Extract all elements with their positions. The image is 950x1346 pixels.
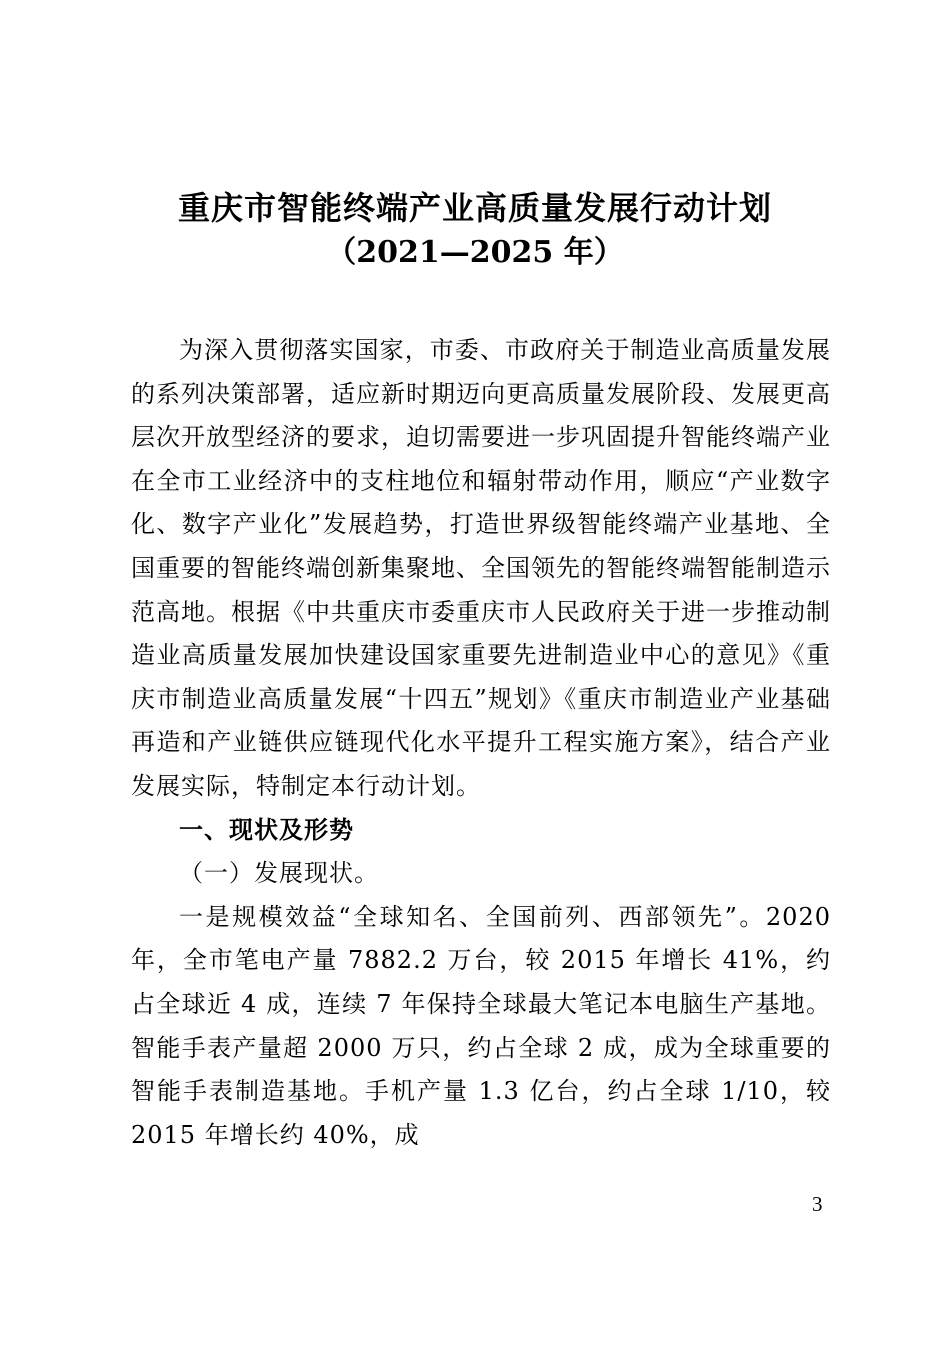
subsection-heading: （一）发展现状。 [179, 859, 379, 888]
document-title: 重庆市智能终端产业高质量发展行动计划 [177, 189, 772, 227]
intro-paragraph: 为深入贯彻落实国家，市委、市政府关于制造业高质量发展的系列决策部署，适应新时期迈向更高质量发展阶段、发展更高层次开放型经济的要求，迫切需要进一步巩固提升智能终端产业在全市工业经济中的支柱地位和辐射带动作用，顺应“产业数字化、数字产业化”发展趋势，打造世界级智能终端产业基地、全国重要的智能终端创新集聚地、全国领先的智能终端智能制造示范高地。根据《中共重庆市委重庆市人民政府关于进一步推动制造业高质量发展加快建设国家重要先进制造业中心的意见》《重庆市制造业高质量发展“十四五”规划》《重庆市制造业产业基础再造和产业链供应链现代化水平提升工程实施方案》，结合产业发展实际，特制定本行动计划。 [131, 336, 831, 800]
page-number: 3 [812, 1192, 823, 1216]
body-paragraph: 一是规模效益“全球知名、全国前列、西部领先”。2020 年，全市笔电产量 7882.2 万台，较 2015 年增长 41%，约占全球近 4 成，连续 7 年保持全球最大笔记本电脑生产基地。智能手表产量超 2000 万只，约占全球 2 成，成为全球重要的智能手表制造基地。手机产量 1.3 亿台，约占全球 1/10，较 2015 年增长约 40%，成 [131, 902, 831, 1149]
section-heading: 一、现状及形势 [179, 815, 354, 844]
document-subtitle: （2021—2025 年） [326, 235, 624, 270]
document-body [131, 329, 831, 1157]
